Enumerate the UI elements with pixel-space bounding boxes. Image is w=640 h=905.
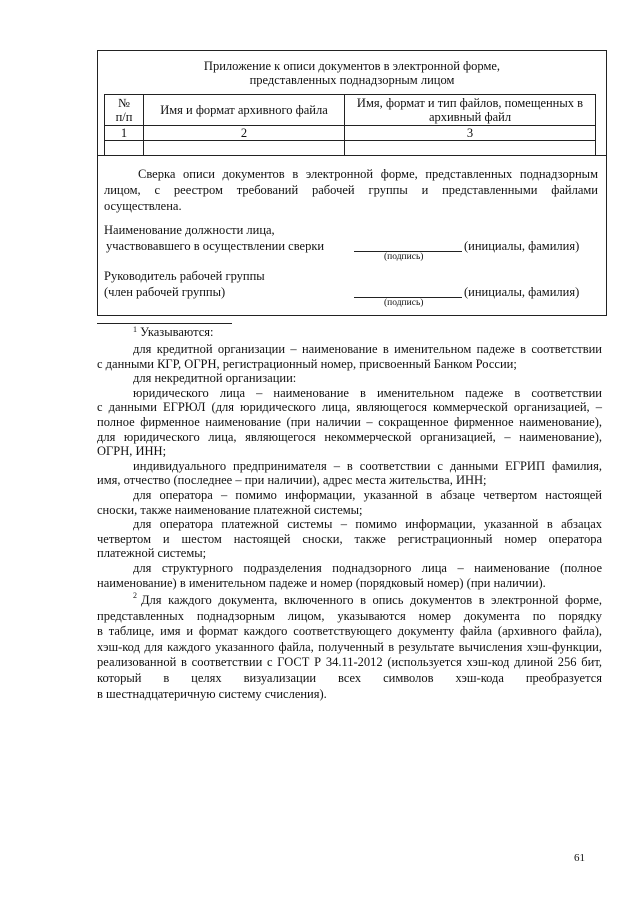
footnote2-heading [133,591,137,607]
footnote1-line: ОГРН, ИНН; [97,444,167,459]
cell-3: 3 [345,126,596,141]
appendix-title-line1: Приложение к описи документов в электронной форме, [203,59,501,73]
footnote1-heading [133,325,214,341]
appendix-box [97,50,607,316]
footnote1-line: платежной системы; [97,546,207,561]
footnote1-line: юридического лица – наименование в именительном падеже в соответствии [133,385,602,400]
footnote1-line: с данными КГР, ОГРН, регистрационный номер, присвоенный Банком России; [97,356,517,371]
files-table [104,94,596,156]
header-files-line1: Имя, формат и тип файлов, помещенных в [356,96,584,110]
table-header-row [105,95,596,126]
header-number-line1: № [118,96,130,110]
table-empty-row [105,141,596,156]
header-archive-name: Имя и формат архивного файла [144,95,345,126]
position1-line1: Наименование должности лица, [104,223,275,237]
header-number-line2: п/п [115,110,133,124]
header-number [105,95,144,126]
appendix-title-line2: представленных поднадзорным лицом [249,73,455,87]
initials-label2: (инициалы, фамилия) [464,285,580,299]
table-row [105,126,596,141]
position1-line2: участвовавшего в осуществлении сверки [106,239,325,253]
footnote1-line: для структурного подразделения поднадзорного лица – наименование (полное [133,561,602,575]
footnote1-line: для оператора платежной системы – помимо информации, указанной в абзацах [133,517,602,532]
cell-1: 1 [105,126,144,141]
footnote-separator [97,323,232,324]
header-files-line2: архивный файл [428,110,512,124]
footnote1-line: для кредитной организации – наименование в именительном падеже в соответствии [133,342,602,356]
footnote2-line: который в целях визуализации всех символов хэш-кода преобразуется [97,671,602,685]
signature-label1: (подпись) [384,252,424,262]
footnote1-mark: 1 [133,325,137,334]
page-number: 61 [574,852,585,864]
footnote1-line: индивидуального предпринимателя – в соответствии с данными ЕГРИП фамилия, [133,458,602,473]
footnote2-line: хэш-код для каждого указанного файла, полученный в результате вычисления хэш-функции, [97,639,602,654]
check-line1: Сверка описи документов в электронной форме, представленных поднадзорным [138,167,598,181]
footnote2-line: в таблице, имя и формат каждого соответствующего документу файла (архивного файла), [97,624,602,639]
check-line3: осуществлена. [104,199,182,213]
footnote2-mark: 2 [133,591,137,600]
initials-label1: (инициалы, фамилия) [464,239,580,253]
position2-line2: (член рабочей группы) [104,285,226,299]
footnote1-line: для некредитной организации: [133,371,297,386]
signature-label2: (подпись) [384,298,424,308]
footnote2-line: Для каждого документа, включенного в опись документов в электронной форме, [141,593,602,607]
footnote1-line: с данными ЕГРЮЛ (для юридического лица, являющегося коммерческой организацией, – [97,400,602,415]
position2-line1: Руководитель рабочей группы [104,269,265,283]
footnote1-line: для юридического лица, являющегося некоммерческой организацией, – наименование), [97,429,602,444]
footnote2-line: реализованной в соответствии с ГОСТ Р 34.11-2012 (используется хэш-код длиной 256 бит, [97,655,602,670]
footnote1-line: сноски, также наименование платежной системы; [97,502,363,517]
divider-line [98,155,606,156]
footnote1-line: полное фирменное наименование (при наличии – сокращенное фирменное наименование), [97,415,602,429]
footnote1-line: наименование) в именительном падеже и номер (порядковый номер) (при наличии). [97,575,546,590]
footnote2-line: в шестнадцатеричную систему счисления). [97,686,327,701]
cell-2: 2 [144,126,345,141]
footnote1-line: имя, отчество (последнее – при наличии), адрес места жительства, ИНН; [97,473,487,488]
footnote2-line: представленных поднадзорным лицом, указываются номер документа по порядку [97,608,602,623]
check-line2: лицом, с реестром требований рабочей группы и представленными файлами [104,183,598,197]
header-files [345,95,596,126]
footnote1-line: четвертом и шестом настоящей сноски, также регистрационный номер оператора [97,531,602,546]
footnote1-line: для оператора – помимо информации, указанной в абзаце четвертом настоящей [133,488,602,502]
footnote1-head-text: Указываются: [140,325,214,339]
